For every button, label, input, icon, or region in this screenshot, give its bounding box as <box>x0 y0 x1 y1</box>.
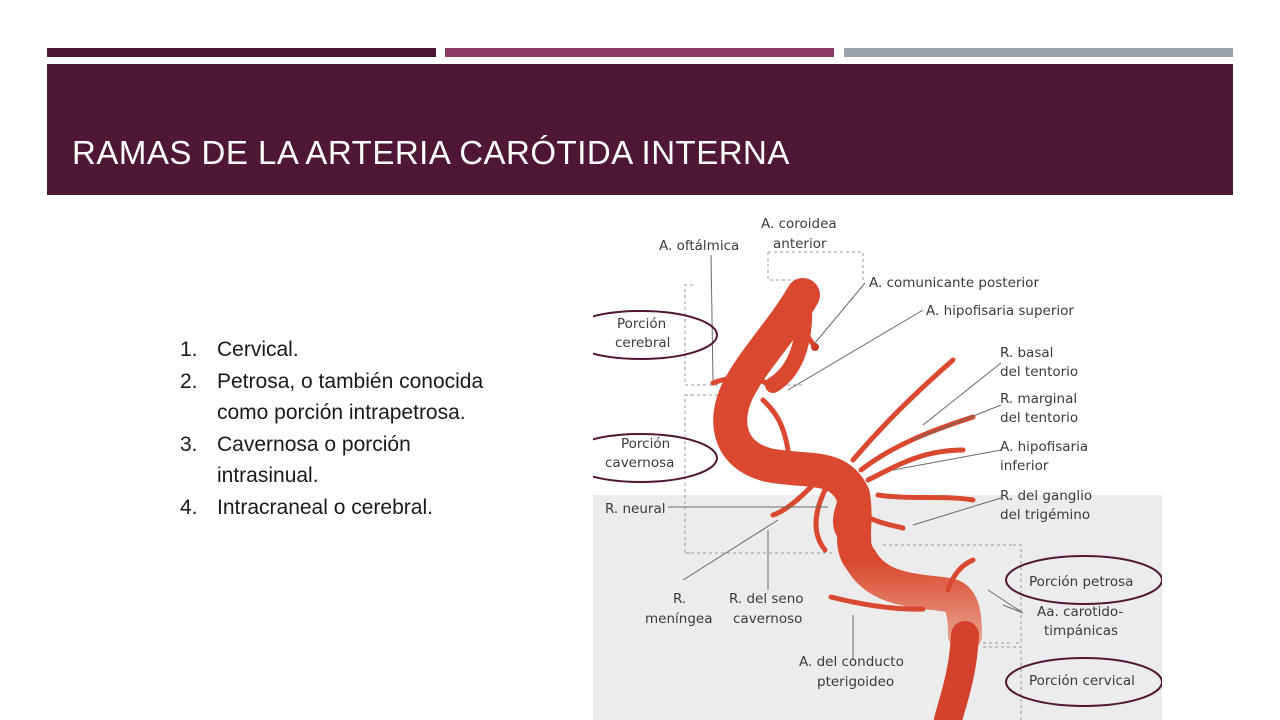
label-porcion-petrosa: Porción petrosa <box>1029 574 1134 590</box>
list-item-text: Cervical. <box>217 338 299 361</box>
label-seno-line1: R. del seno <box>729 591 804 607</box>
label-meningea-line1: R. <box>673 591 687 607</box>
list-item <box>180 492 500 524</box>
list-item-text: Petrosa, o también conocida como porción intrapetrosa. <box>217 369 484 424</box>
label-neural: R. neural <box>605 501 666 517</box>
label-conducto-line1: A. del conducto <box>799 654 904 670</box>
label-porcion-cerebral-line2: cerebral <box>615 335 671 351</box>
label-hipofisaria-superior: A. hipofisaria superior <box>926 303 1074 319</box>
label-basal-line1: R. basal <box>1000 345 1054 361</box>
accent-bar-dark <box>47 48 436 57</box>
carotid-anatomy-figure <box>593 195 1162 720</box>
label-carotido-line2: timpánicas <box>1044 623 1119 639</box>
list-item <box>180 334 500 366</box>
label-hipofisaria-inf-line2: inferior <box>1000 458 1049 474</box>
list-item-text: Cavernosa o porción intrasinual. <box>217 432 411 487</box>
label-porcion-cavernosa-line1: Porción <box>621 436 671 452</box>
list-item-number: 4. <box>180 495 198 519</box>
label-porcion-cervical: Porción cervical <box>1029 673 1135 689</box>
label-meningea-line2: meníngea <box>645 611 713 627</box>
label-carotido-line1: Aa. carotido- <box>1037 604 1124 620</box>
list-item <box>180 366 500 429</box>
accent-bar-gray <box>844 48 1233 57</box>
accent-bar-magenta <box>445 48 834 57</box>
label-coroidea-line1: A. coroidea <box>761 216 837 232</box>
label-porcion-cavernosa-line2: cavernosa <box>605 455 675 471</box>
list-item-text: Intracraneal o cerebral. <box>217 495 433 519</box>
branch-end-dot <box>811 343 819 351</box>
label-comunicante: A. comunicante posterior <box>869 275 1039 291</box>
numbered-list <box>180 334 500 523</box>
label-coroidea-line2: anterior <box>773 236 827 252</box>
list-item <box>180 429 500 492</box>
label-conducto-line2: pterigoideo <box>817 674 895 690</box>
label-basal-line2: del tentorio <box>1000 364 1079 380</box>
list-item-number: 2. <box>180 369 198 393</box>
list-item-number: 1. <box>180 338 198 361</box>
label-hipofisaria-inf-line1: A. hipofisaria <box>1000 439 1089 455</box>
label-seno-line2: cavernoso <box>733 611 803 627</box>
title-band <box>47 64 1233 195</box>
artery-illustration <box>593 195 1162 720</box>
label-oftalmica: A. oftálmica <box>659 238 740 254</box>
label-ganglio-line1: R. del ganglio <box>1000 488 1093 504</box>
slide-title: RAMAS DE LA ARTERIA CARÓTIDA INTERNA <box>72 134 790 171</box>
list-item-number: 3. <box>180 432 198 456</box>
label-porcion-cerebral-line1: Porción <box>617 316 667 332</box>
label-marginal-line2: del tentorio <box>1000 410 1079 426</box>
label-marginal-line1: R. marginal <box>1000 391 1078 407</box>
label-ganglio-line2: del trigémino <box>1000 507 1091 523</box>
